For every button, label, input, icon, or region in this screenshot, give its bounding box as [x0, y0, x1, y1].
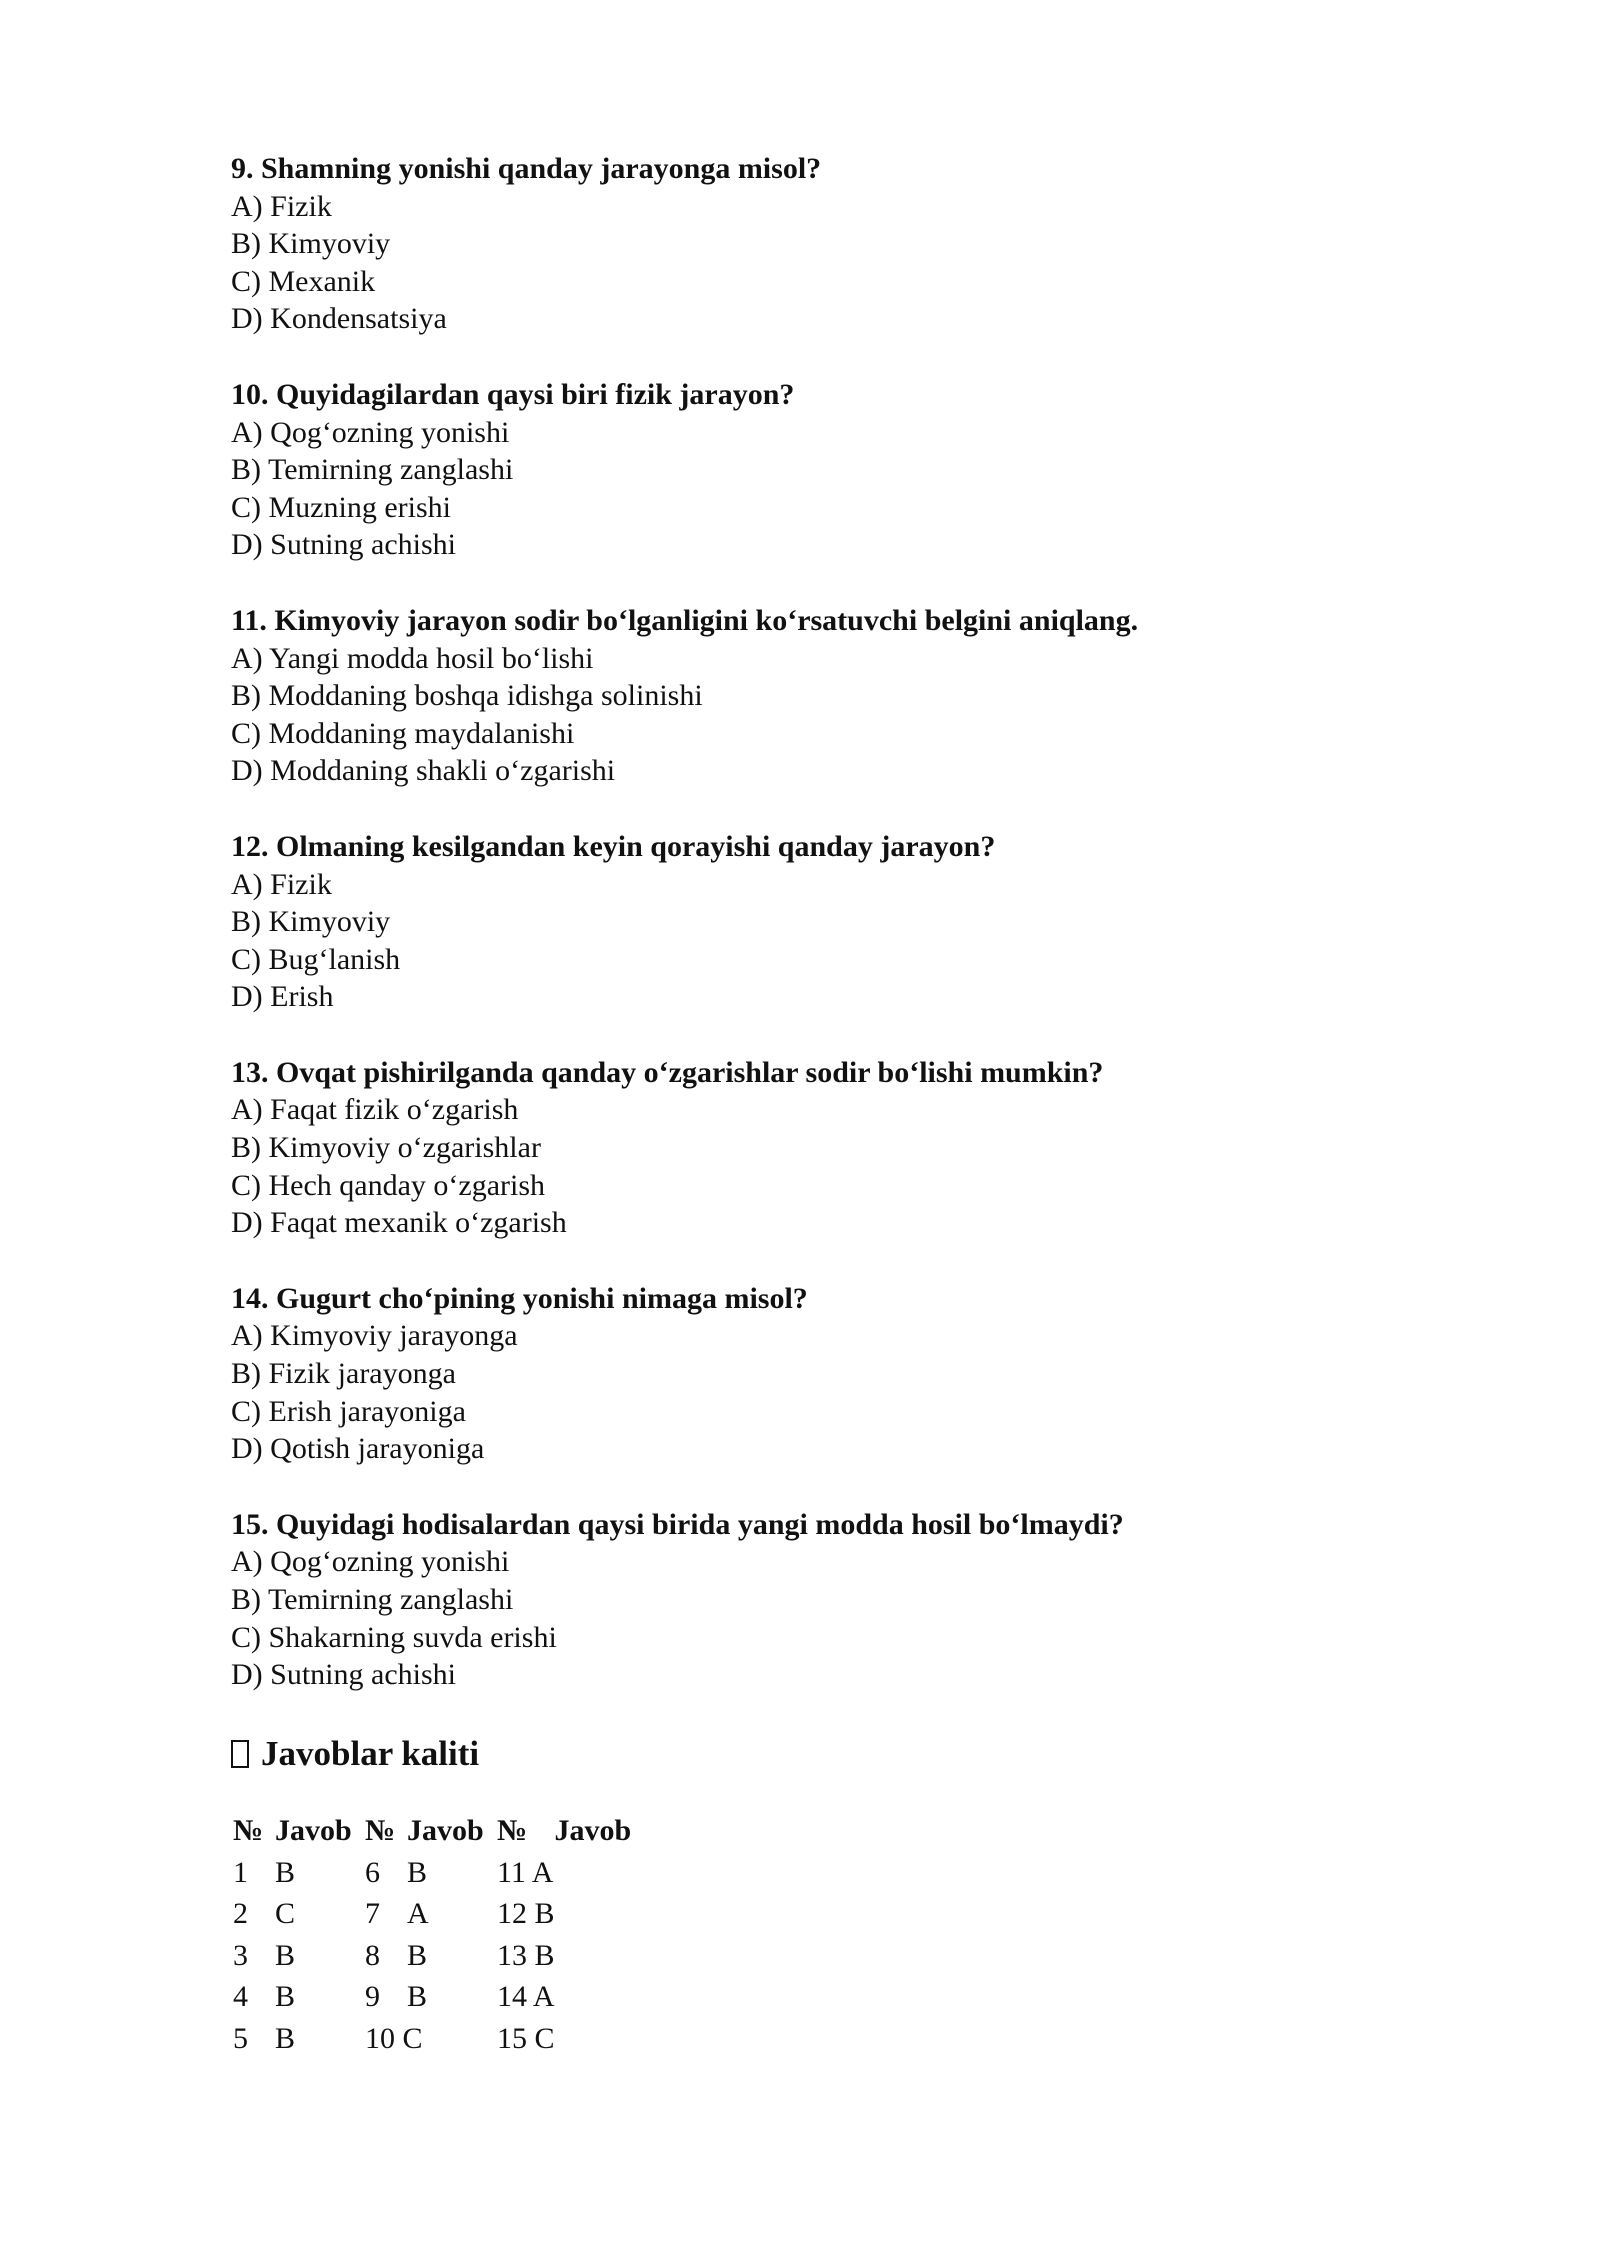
question-title: 12. Olmaning kesilgandan keyin qorayishi qanday jarayon? [231, 829, 996, 863]
cell-answer: B [534, 1938, 555, 1972]
column-header-answer: Javob [407, 1813, 484, 1847]
option-a: A) Fizik [231, 189, 332, 223]
document-page [231, 150, 1431, 2059]
option-b: B) Fizik jarayonga [231, 1357, 456, 1391]
cell-answer: A [531, 1855, 554, 1889]
table-header-row [233, 1810, 645, 1852]
option-a: A) Faqat fizik o‘zgarish [231, 1093, 519, 1127]
question-title: 11. Kimyoviy jarayon sodir bo‘lganligini ko‘rsatuvchi belgini aniqlang. [231, 603, 1139, 637]
table-row [233, 2018, 645, 2060]
cell-number-answer [497, 1976, 555, 2018]
option-a: A) Qog‘ozning yonishi [231, 1545, 510, 1579]
column-header-answer: Javob [554, 1813, 632, 1847]
cell-answer: B [407, 1938, 428, 1972]
table-row [233, 1852, 645, 1894]
column-header-number: № [497, 1813, 528, 1847]
question-12 [231, 828, 1431, 1016]
cell-number: 4 [233, 1980, 248, 2014]
cell-answer: C [275, 1897, 296, 1931]
cell-number: 9 [365, 1980, 380, 2014]
question-10 [231, 376, 1431, 564]
cell-number-answer [365, 2018, 497, 2060]
table-row [233, 1893, 645, 1935]
cell-number-answer [497, 1935, 555, 1977]
option-c: C) Moddaning maydalanishi [231, 716, 575, 750]
cell-number: 3 [233, 1938, 248, 1972]
option-b: B) Temirning zanglashi [231, 1583, 514, 1616]
table-row [233, 1976, 645, 2018]
question-11 [231, 602, 1431, 790]
cell-answer: A [407, 1897, 429, 1931]
cell-answer: B [275, 1855, 296, 1889]
option-d: D) Faqat mexanik o‘zgarish [231, 1206, 567, 1240]
option-c: C) Hech qanday o‘zgarish [231, 1168, 546, 1202]
cell-answer: B [407, 1980, 428, 2014]
question-title: 14. Gugurt cho‘pining yonishi nimaga misol? [231, 1281, 808, 1315]
option-b: B) Kimyoviy [231, 905, 391, 939]
cell-number: 5 [233, 2021, 248, 2055]
missing-glyph-box-icon [231, 1740, 249, 1768]
cell-number-answer [497, 1893, 555, 1935]
column-header-number: № [233, 1813, 264, 1847]
option-c: C) Shakarning suvda erishi [231, 1620, 557, 1654]
cell-answer: C [402, 2021, 423, 2055]
option-d: D) Sutning achishi [231, 1658, 456, 1692]
option-c: C) Erish jarayoniga [231, 1394, 466, 1428]
option-a: A) Qog‘ozning yonishi [231, 415, 510, 449]
cell-number-answer [497, 2018, 555, 2060]
question-14 [231, 1280, 1431, 1468]
question-title: 15. Quyidagi hodisalardan qaysi birida yangi modda hosil bo‘lmaydi? [231, 1507, 1124, 1541]
cell-answer: A [532, 1980, 555, 2014]
cell-number: 13 [497, 1938, 527, 1972]
question-15 [231, 1506, 1431, 1694]
cell-number: 14 [497, 1980, 527, 2014]
answer-key-table [233, 1810, 645, 2060]
option-d: D) Sutning achishi [231, 528, 456, 562]
option-a: A) Kimyoviy jarayonga [231, 1319, 518, 1353]
cell-number: 15 [497, 2021, 527, 2055]
option-c: C) Mexanik [231, 264, 376, 298]
column-header-answer: Javob [275, 1813, 352, 1847]
option-d: D) Kondensatsiya [231, 302, 447, 336]
cell-answer: B [275, 1938, 296, 1972]
option-b: B) Kimyoviy o‘zgarishlar [231, 1131, 541, 1165]
cell-answer: B [534, 1897, 555, 1931]
cell-number: 12 [497, 1897, 527, 1931]
option-d: D) Qotish jarayoniga [231, 1432, 485, 1466]
cell-number: 6 [365, 1855, 380, 1889]
cell-number: 10 [365, 2021, 395, 2055]
cell-answer: C [534, 2021, 555, 2055]
option-c: C) Bug‘lanish [231, 942, 401, 976]
cell-number: 8 [365, 1938, 380, 1972]
option-d: D) Erish [231, 980, 334, 1014]
question-13 [231, 1054, 1431, 1242]
option-d: D) Moddaning shakli o‘zgarishi [231, 754, 616, 788]
question-title: 10. Quyidagilardan qaysi biri fizik jarayon? [231, 377, 795, 411]
cell-answer: B [407, 1855, 428, 1889]
cell-number: 7 [365, 1897, 380, 1931]
answer-key-heading [231, 1732, 1431, 1776]
option-b: B) Moddaning boshqa idishga solinishi [231, 679, 703, 713]
question-title: 9. Shamning yonishi qanday jarayonga misol? [231, 152, 822, 185]
cell-answer: B [275, 2021, 296, 2055]
cell-number-answer [497, 1852, 555, 1894]
question-9 [231, 150, 1431, 338]
cell-number: 1 [233, 1855, 248, 1889]
table-row [233, 1935, 645, 1977]
cell-number: 2 [233, 1897, 248, 1931]
cell-number: 11 [497, 1855, 526, 1889]
option-a: A) Yangi modda hosil bo‘lishi [231, 641, 594, 675]
cell-answer: B [275, 1980, 296, 2014]
question-title: 13. Ovqat pishirilganda qanday o‘zgarishlar sodir bo‘lishi mumkin? [231, 1055, 1104, 1089]
answer-key-heading-text: Javoblar kaliti [261, 1733, 480, 1773]
option-c: C) Muzning erishi [231, 490, 451, 524]
option-b: B) Temirning zanglashi [231, 453, 514, 487]
column-header-number: № [365, 1813, 396, 1847]
option-a: A) Fizik [231, 867, 332, 901]
option-b: B) Kimyoviy [231, 227, 391, 261]
